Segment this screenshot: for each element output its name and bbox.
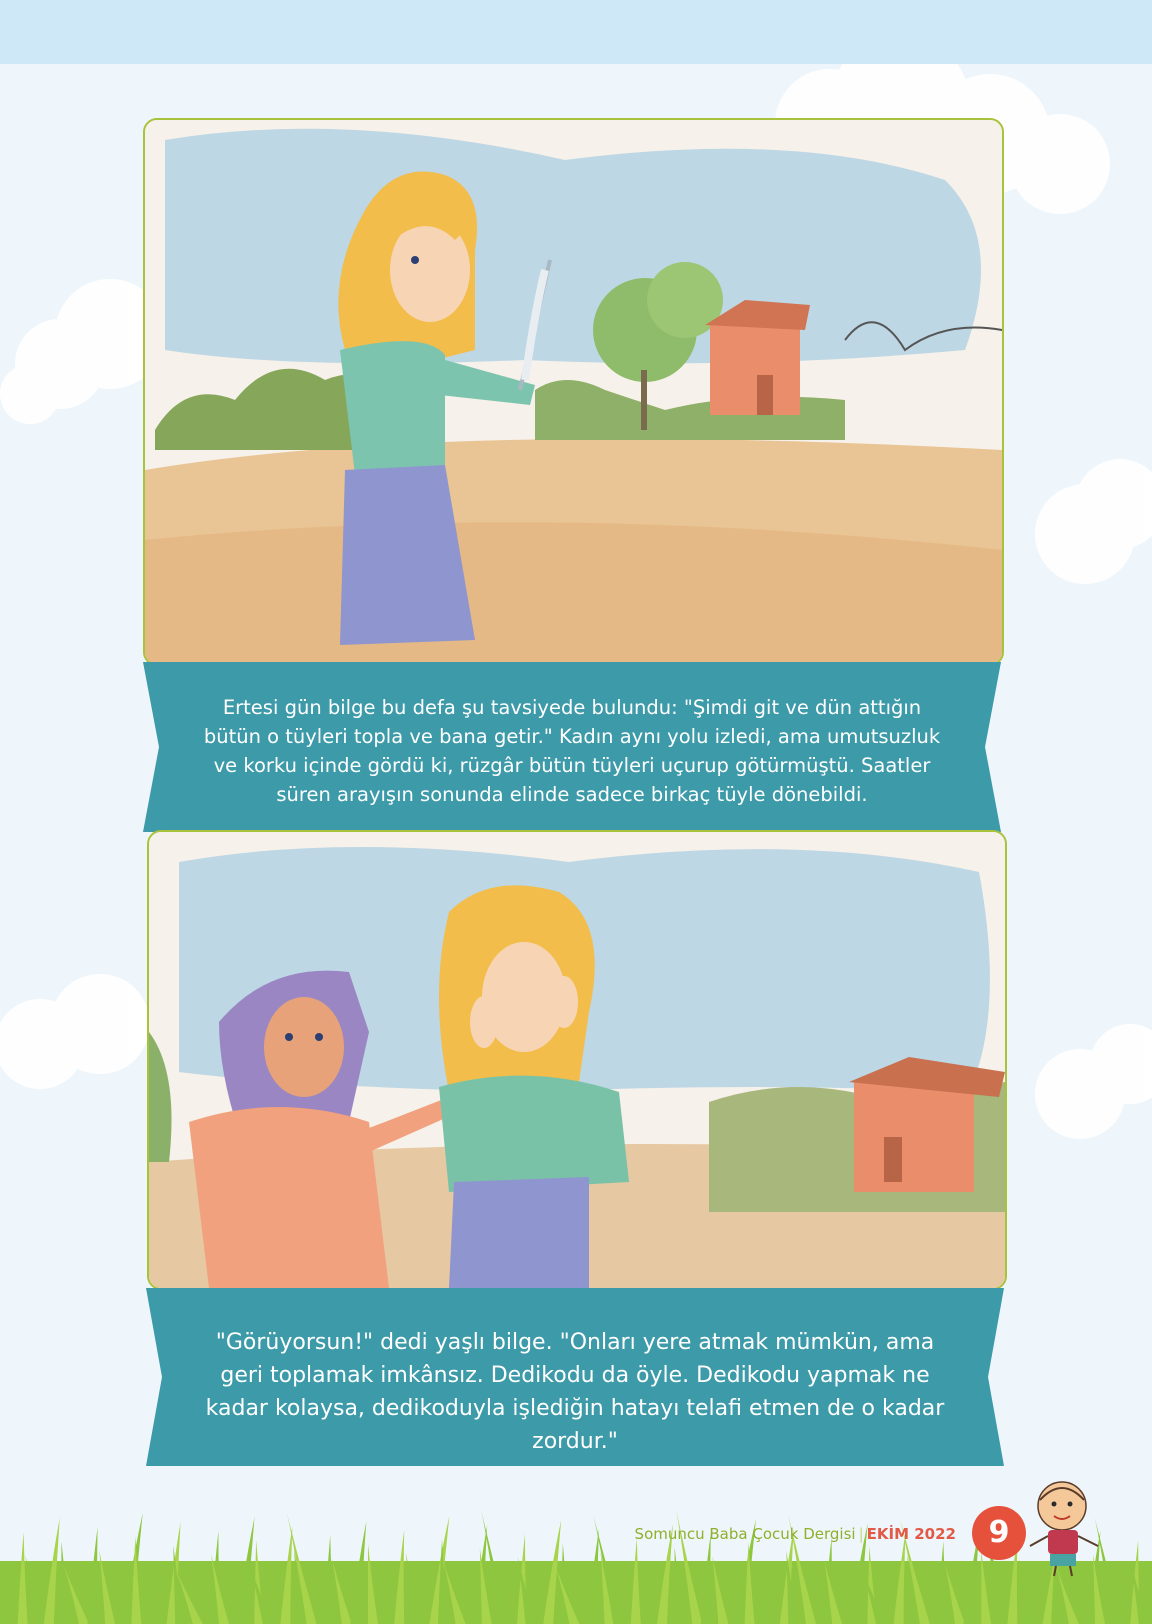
- caption-ribbon-1: [143, 662, 1001, 832]
- top-band: [0, 0, 1152, 64]
- cartoon-boy-mascot-icon: [1024, 1476, 1104, 1580]
- footer-magazine-name: Somuncu Baba Çocuk Dergisi: [634, 1525, 856, 1543]
- caption-text-2: "Görüyorsun!" dedi yaşlı bilge. "Onları yere atmak mümkün, ama geri toplamak imkânsız. Dedikodu da öyle. Dedikodu yapmak ne kadar kolaysa, dedikoduyla işlediğin hatayı telafi etmen de o kadar zordur.": [205, 1330, 945, 1454]
- caption-ribbon-2: [146, 1288, 1004, 1466]
- illustration-woman-with-feather: [143, 118, 1004, 666]
- page-number-badge: 9: [972, 1506, 1026, 1560]
- caption-text-1: Ertesi gün bilge bu defa şu tavsiyede bulundu: "Şimdi git ve dün attığın bütün o tüyleri topla ve bana getir." Kadın aynı yolu izledi, ama umutsuzluk ve korku içinde gördü ki, rüzgâr bütün tüyleri uçurup götürmüştü. Saatler süren arayışın sonunda elinde sadece birkaç tüyle dönebildi.: [203, 696, 941, 806]
- illustration-woman-crying-with-elder: [147, 830, 1007, 1290]
- footer-issue-date: EKİM 2022: [866, 1525, 956, 1543]
- footer-separator: |: [858, 1525, 864, 1543]
- footer-magazine-issue: [635, 1525, 956, 1543]
